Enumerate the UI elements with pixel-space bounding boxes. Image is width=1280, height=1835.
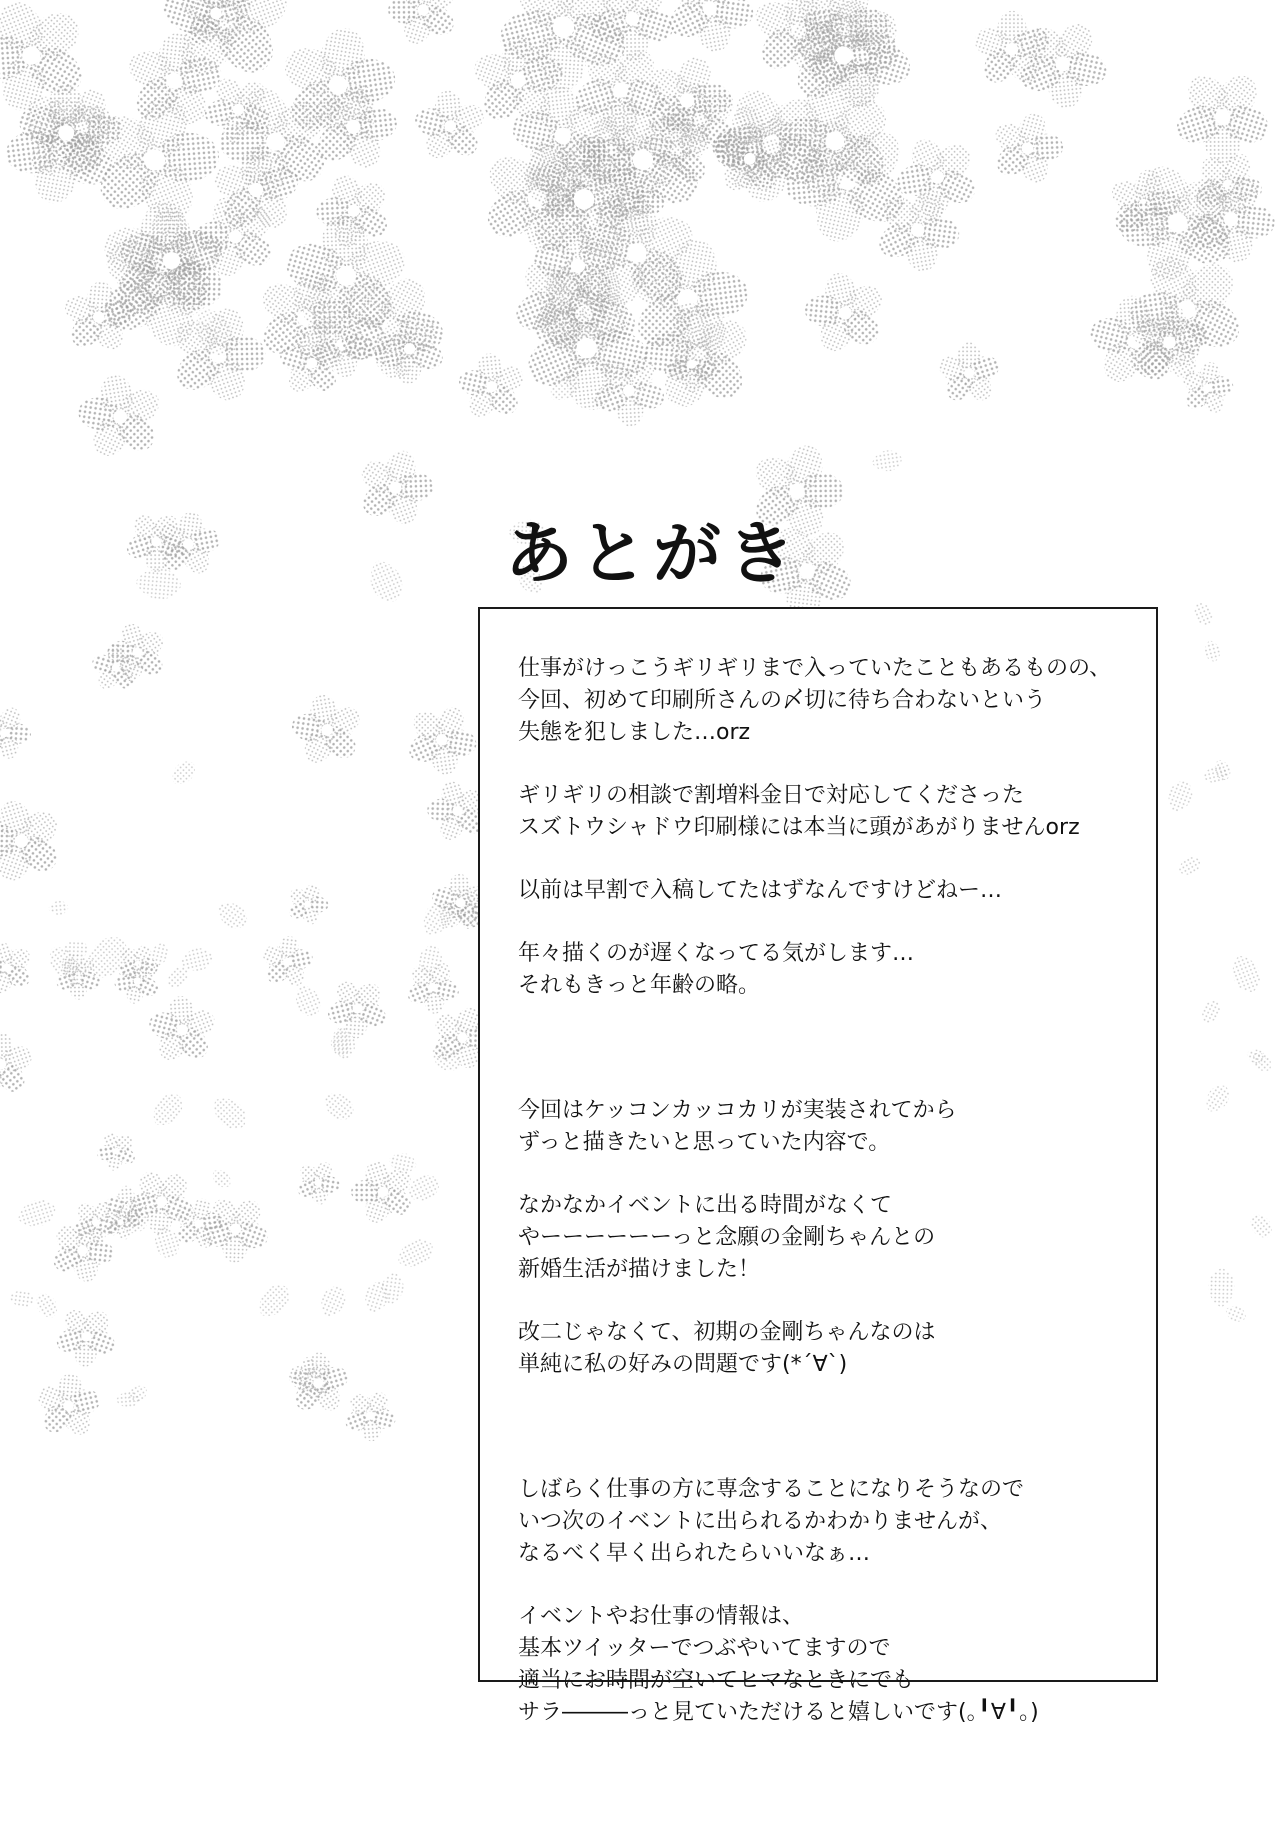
afterword-paragraph [518, 1190, 1136, 1286]
sakura-petal-icon [14, 1195, 59, 1232]
sakura-flower-icon [284, 1351, 352, 1416]
sakura-flower-icon [981, 104, 1074, 194]
sakura-petal-icon [318, 1087, 360, 1126]
sakura-petal-icon [363, 555, 409, 608]
sakura-petal-icon [252, 1278, 296, 1323]
sakura-petal-icon [167, 756, 200, 790]
sakura-petal-icon [1223, 1303, 1249, 1325]
sakura-petal-icon [1163, 776, 1196, 816]
sakura-flower-icon [0, 781, 80, 901]
afterword-paragraph [518, 780, 1136, 844]
sakura-flower-icon [279, 877, 336, 932]
text-line: 基本ツイッターでつぶやいてますので [518, 1636, 891, 1661]
text-line: 今回、初めて印刷所さんの〆切に待ち合わないという [518, 688, 1047, 713]
sakura-flower-icon [31, 1371, 105, 1442]
sakura-flower-icon [392, 691, 491, 789]
afterword-paragraph [518, 1601, 1136, 1729]
sakura-flower-icon [401, 77, 498, 176]
sakura-petal-icon [206, 1090, 252, 1136]
sakura-petal-icon [871, 449, 904, 474]
sakura-flower-icon [333, 1379, 408, 1453]
text-line: 単純に私の好みの問題です(*´∀`) [518, 1352, 848, 1377]
sakura-flower-icon [346, 440, 445, 536]
afterword-paragraph [518, 1474, 1136, 1570]
text-line: しばらく仕事の方に専念することになりそうなので [518, 1477, 1025, 1502]
afterword-paragraph [518, 875, 1136, 907]
afterword-content [518, 653, 1136, 1729]
sakura-flower-icon [936, 342, 1002, 405]
sakura-flower-icon [87, 1122, 145, 1180]
text-line: いつ次のイベントに出られるかわかりませんが、 [518, 1509, 1003, 1534]
sakura-petal-icon [290, 981, 325, 1022]
sakura-petal-icon [146, 1087, 189, 1132]
text-line: ずっと描きたいと思っていた内容で。 [518, 1130, 891, 1155]
sakura-flower-icon [277, 680, 376, 780]
sakura-petal-icon [1200, 1080, 1234, 1117]
afterword-paragraph [518, 1317, 1136, 1381]
section-spacer [518, 1412, 1136, 1474]
sakura-flower-icon [137, 984, 228, 1077]
text-line: スズトウシャドウ印刷様には本当に頭があがりませんorz [518, 815, 1080, 840]
sakura-flower-icon [0, 929, 45, 1006]
sakura-petal-icon [1198, 997, 1224, 1027]
text-line: 適当にお時間が空いてヒマなときにでも [518, 1668, 915, 1693]
text-line: 失態を犯しました…orz [518, 720, 751, 745]
text-line: それもきっと年齢の略。 [518, 973, 761, 998]
sakura-petal-icon [8, 1289, 35, 1309]
sakura-flower-icon [0, 1021, 43, 1107]
sakura-flower-icon [257, 933, 318, 992]
text-line: 以前は早割で入稿してたはずなんですけどねー… [518, 878, 1003, 903]
sakura-petal-icon [212, 896, 253, 934]
sakura-flower-icon [313, 965, 401, 1053]
text-line: 仕事がけっこうギリギリまで入っていたこともあるものの、 [518, 656, 1112, 681]
sakura-petal-icon [208, 1166, 234, 1192]
sakura-flower-icon [372, 0, 474, 62]
text-line: 年々描くのが遅くなってる気がします… [518, 941, 915, 966]
sakura-petal-icon [1190, 599, 1216, 629]
sakura-flower-icon [0, 698, 41, 769]
sakura-flower-icon [787, 255, 902, 372]
text-line: イベントやお仕事の情報は、 [518, 1604, 805, 1629]
afterword-paragraph [518, 938, 1136, 1002]
afterword-text-box [478, 607, 1158, 1725]
text-line: サラ―――っと見ていただけると嬉しいです(｡╹∀╹｡) [518, 1700, 1039, 1725]
text-line: ギリギリの相談で割増料金日で対応してくださった [518, 783, 1025, 808]
sakura-petal-icon [1175, 853, 1204, 879]
sakura-flower-icon [61, 357, 179, 477]
text-line: なるべく早く出られたらいいなぁ… [518, 1541, 871, 1566]
sakura-petal-icon [48, 900, 70, 916]
text-line: 今回はケッコンカッコカリが実装されてから [518, 1098, 957, 1123]
text-line: やーーーーーーっと念願の金剛ちゃんとの [518, 1225, 936, 1250]
text-line: なかなかイベントに出る時間がなくて [518, 1193, 893, 1218]
sakura-petal-icon [1245, 1209, 1277, 1242]
sakura-petal-icon [1202, 639, 1222, 664]
afterword-paragraph [518, 653, 1136, 749]
text-line: 新婚生活が描けました！ [518, 1257, 761, 1282]
sakura-petal-icon [316, 1281, 351, 1321]
sakura-petal-icon [392, 1233, 438, 1274]
sakura-flower-icon [446, 341, 537, 434]
afterword-paragraph [518, 1095, 1136, 1159]
text-line: 改二じゃなくて、初期の金剛ちゃんなのは [518, 1320, 936, 1345]
sakura-petal-icon [31, 1288, 62, 1322]
page-title: あとがき [505, 514, 802, 594]
sakura-petal-icon [1226, 951, 1265, 997]
sakura-petal-icon [1208, 1268, 1236, 1308]
section-spacer [518, 1033, 1136, 1095]
sakura-flower-icon [287, 1152, 349, 1213]
